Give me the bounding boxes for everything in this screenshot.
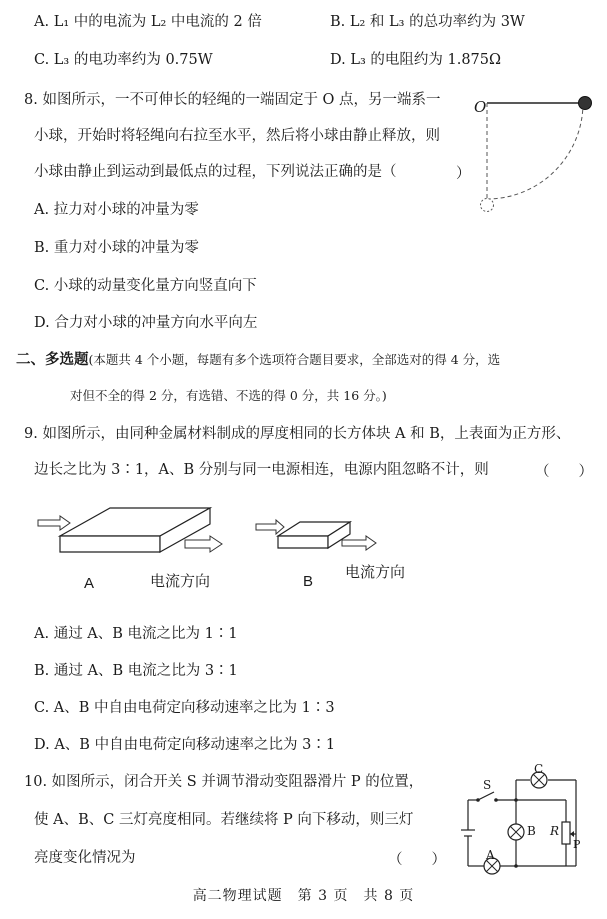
q8-line2: 小球，开始时将轻绳向右拉至水平，然后将小球由静止释放，则 xyxy=(34,128,440,144)
q8-option-c: C. 小球的动量变化量方向竖直向下 xyxy=(34,278,257,294)
q10-answer-paren: （ ） xyxy=(388,852,446,868)
option-c-prev: C. L₃ 的电功率约为 0.75W xyxy=(34,52,213,68)
label-s: S xyxy=(483,778,492,792)
label-r: R xyxy=(550,824,560,838)
q9-option-c: C. A、B 中自由电荷定向移动速率之比为 1∶3 xyxy=(34,700,335,716)
label-c: C xyxy=(534,762,544,776)
option-d-prev: D. L₃ 的电阻约为 1.875Ω xyxy=(330,52,502,68)
block-a-label: A xyxy=(84,575,95,592)
q9-option-b: B. 通过 A、B 电流之比为 3∶1 xyxy=(34,663,238,679)
section2-note-1: (本题共 4 个小题，每题有多个选项符合题目要求，全部选对的得 4 分，选 xyxy=(88,352,501,367)
pivot-label-o: O xyxy=(474,98,487,116)
label-p: P xyxy=(573,838,581,851)
switch-s xyxy=(478,792,494,800)
q10-line3: 亮度变化情况为 xyxy=(34,850,136,866)
lamp-b xyxy=(508,824,524,840)
q8-option-b: B. 重力对小球的冲量为零 xyxy=(34,240,199,256)
current-arrow-out-b xyxy=(342,536,376,550)
q8-answer-paren: ） xyxy=(456,166,471,182)
q9-option-d: D. A、B 中自由电荷定向移动速率之比为 3∶1 xyxy=(34,737,336,753)
label-a: A xyxy=(486,848,495,862)
q9-line1: 9. 如图所示，由同种金属材料制成的厚度相同的长方体块 A 和 B，上表面为正方形、 xyxy=(24,426,571,442)
current-arrow-out-a xyxy=(185,536,222,552)
q8-option-a: A. 拉力对小球的冲量为零 xyxy=(34,202,199,218)
ball-bottom xyxy=(481,199,494,212)
label-b: B xyxy=(527,824,536,838)
block-b-label: B xyxy=(303,573,314,590)
q8-line3: 小球由静止到运动到最低点的过程，下列说法正确的是（ xyxy=(34,164,397,180)
page-footer: 高二物理试题 第 3 页 共 8 页 xyxy=(192,888,415,904)
current-arrow-in-b xyxy=(256,520,284,534)
section2-note-2: 对但不全的得 2 分，有选错、不选的得 0 分，共 16 分。) xyxy=(70,388,387,403)
ball-start xyxy=(579,97,592,110)
option-a-prev: A. L₁ 中的电流为 L₂ 中电流的 2 倍 xyxy=(34,14,262,30)
option-b-prev: B. L₂ 和 L₃ 的总功率约为 3W xyxy=(330,14,525,30)
q9-option-a: A. 通过 A、B 电流之比为 1∶1 xyxy=(34,626,238,642)
block-b xyxy=(278,522,350,548)
current-direction-b: 电流方向 xyxy=(345,564,406,581)
q10-line2: 使 A、B、C 三灯亮度相同。若继续将 P 向下移动，则三灯 xyxy=(34,812,414,828)
q10-line1: 10. 如图所示，闭合开关 S 并调节滑动变阻器滑片 P 的位置， xyxy=(24,774,424,790)
pendulum-arc xyxy=(487,103,583,199)
current-direction-a: 电流方向 xyxy=(150,573,211,590)
q8-option-d: D. 合力对小球的冲量方向水平向左 xyxy=(34,315,258,331)
q9-answer-paren: （ ） xyxy=(535,464,593,480)
q8-line1: 8. 如图所示，一不可伸长的轻绳的一端固定于 O 点，另一端系一 xyxy=(24,92,441,108)
section2-heading: 二、多选题 xyxy=(16,351,89,368)
current-arrow-in-a xyxy=(38,516,70,530)
section2-heading-line xyxy=(16,350,500,370)
q9-line2: 边长之比为 3∶1，A、B 分别与同一电源相连，电源内阻忽略不计，则 xyxy=(34,462,489,478)
